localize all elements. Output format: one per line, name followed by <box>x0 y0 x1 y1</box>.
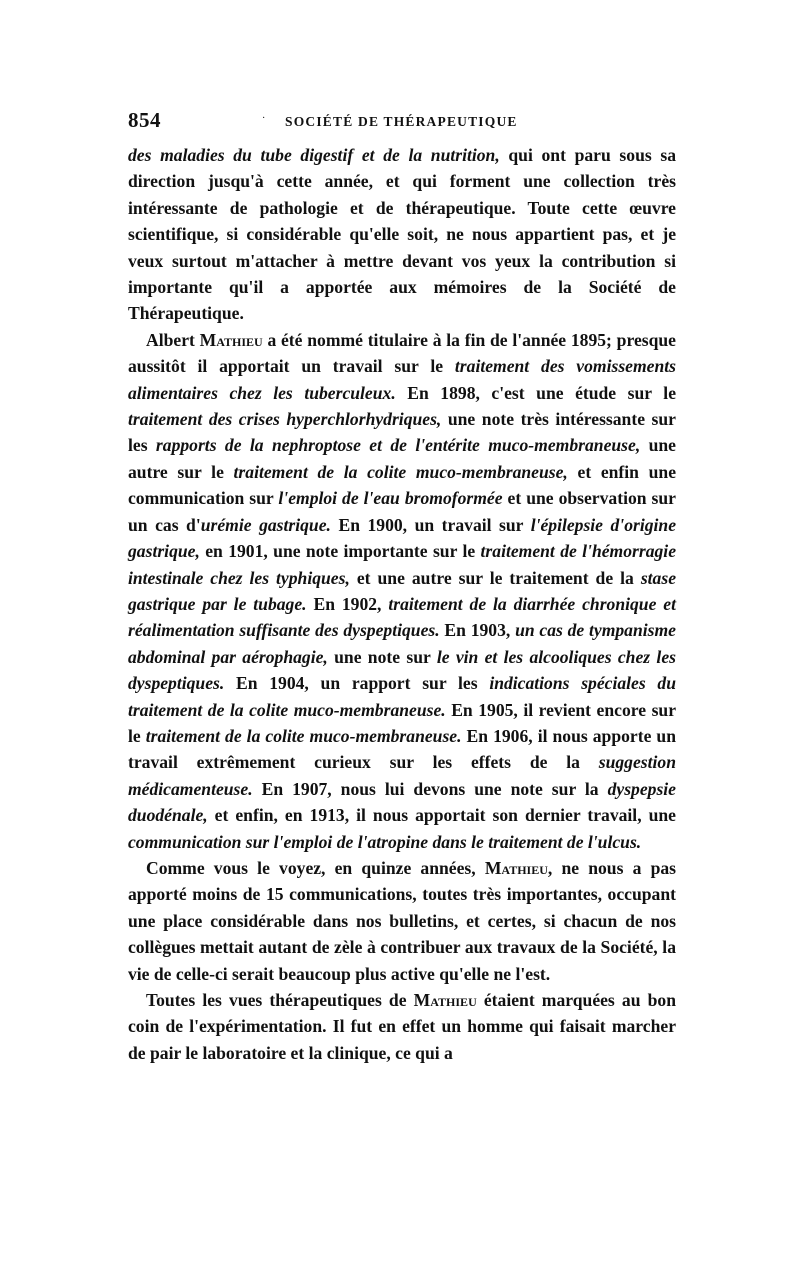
text-span: Toutes les vues thérapeutiques de <box>146 990 414 1010</box>
text-span: , ne nous a pas apporté moins de 15 communications, toutes très importantes, occupant une place considérable dans nos bulletins, et certes, si chacun de nos collègues mettait autant de zèle à contribuer aux travaux de la Société, la vie de celle-ci serait beaucoup plus active qu'elle ne l'est. <box>128 857 676 984</box>
body-text <box>128 142 676 1066</box>
text-span: en 1901, une note importante sur le <box>199 541 481 562</box>
text-span: En 1898, c'est une étude sur le <box>395 382 676 403</box>
text-span: En 1900, un travail sur <box>330 514 531 535</box>
italic-title: traitement de l'hémorragie intestinale chez les typhiques, <box>128 541 677 588</box>
text-span: a été nommé titulaire à la fin de l'année 1895; presque aussitôt il apportait un travail sur le <box>128 329 676 377</box>
text-span: En 1904, un rapport sur les <box>224 673 490 694</box>
italic-title: suggestion médicamenteuse. <box>128 752 676 799</box>
text-span: En 1906, il nous apporte un travail extrêmement curieux sur les effets de la <box>128 725 676 773</box>
text-span: étaient marquées au bon coin de l'expérimentation. Il fut en effet un homme qui faisait marcher de pair le laboratoire et la clinique, ce qui a <box>128 990 676 1063</box>
text-span: Comme vous le voyez, en quinze années, <box>146 857 485 878</box>
header-dot: · <box>262 113 266 124</box>
italic-title: le vin et les alcooliques chez les dyspeptiques. <box>128 646 676 694</box>
italic-title: dyspepsie duodénale, <box>128 778 676 826</box>
text-span: une autre sur le <box>128 435 676 482</box>
italic-title: stase gastrique par le tubage. <box>128 567 676 614</box>
author-name: Mathieu <box>484 857 548 878</box>
page-header <box>128 108 676 142</box>
text-span: et enfin, en 1913, il nous apportait son dernier travail, une <box>207 805 676 826</box>
paragraph-3 <box>128 855 676 987</box>
book-page <box>128 108 676 1066</box>
italic-title: traitement des vomissements alimentaires chez les tuberculeux. <box>128 356 677 403</box>
italic-title: l'épilepsie d'origine gastrique, <box>128 514 677 562</box>
author-name: Mathieu <box>413 990 477 1010</box>
italic-title: urémie gastrique. <box>200 514 331 535</box>
text-span: une note très intéressante sur les <box>128 409 676 456</box>
text-span: En 1902, <box>306 593 389 614</box>
italic-title: traitement des crises hyperchlorhydriques, <box>128 409 442 430</box>
italic-title: un cas de tympanisme abdominal par aérophagie, <box>128 620 676 667</box>
paragraph-1 <box>128 142 676 327</box>
page-number: 854 <box>128 108 161 132</box>
italic-title: traitement de la diarrhée chronique et réalimentation suffisante des dyspeptiques. <box>128 593 676 641</box>
text-span: Albert <box>146 329 200 350</box>
italic-title: traitement de la colite muco-membraneuse. <box>145 725 462 746</box>
author-name: Mathieu <box>199 329 263 350</box>
text-span: et une autre sur le traitement de la <box>349 567 641 588</box>
italic-title: l'emploi de l'eau bromoformée <box>278 488 503 509</box>
italic-title: communication sur l'emploi de l'atropine dans le traitement de l'ulcus. <box>128 831 642 852</box>
text-span: qui ont paru sous sa direction jusqu'à cette année, et qui forment une collection très intéressante de pathologie et de thérapeutique. Toute cette œuvre scientifique, si considérable qu'elle soit, ne nous appartient pas, et je veux surtout m'attacher à mettre devant vos yeux la contribution si importante qu'il a apportée aux mémoires de la Société de Thérapeutique. <box>128 145 676 324</box>
text-span: et une observation sur un cas d' <box>128 488 676 535</box>
italic-title: rapports de la nephroptose et de l'entérite muco-membraneuse, <box>155 435 641 456</box>
paragraph-4 <box>128 987 676 1066</box>
text-span: En 1907, nous lui devons une note sur la <box>252 778 608 799</box>
paragraph-2 <box>128 327 676 855</box>
text-span: et enfin une communication sur <box>128 461 676 509</box>
text-span: une note sur <box>327 646 437 667</box>
italic-title: des maladies du tube digestif et de la nutrition, <box>128 145 500 165</box>
text-span: En 1905, il revient encore sur le <box>128 699 677 746</box>
running-head: SOCIÉTÉ DE THÉRAPEUTIQUE <box>285 114 518 129</box>
italic-title: traitement de la colite muco-membraneuse, <box>233 461 568 482</box>
text-span: En 1903, <box>439 620 516 641</box>
italic-title: indications spéciales du traitement de la colite muco-membraneuse. <box>128 673 676 720</box>
